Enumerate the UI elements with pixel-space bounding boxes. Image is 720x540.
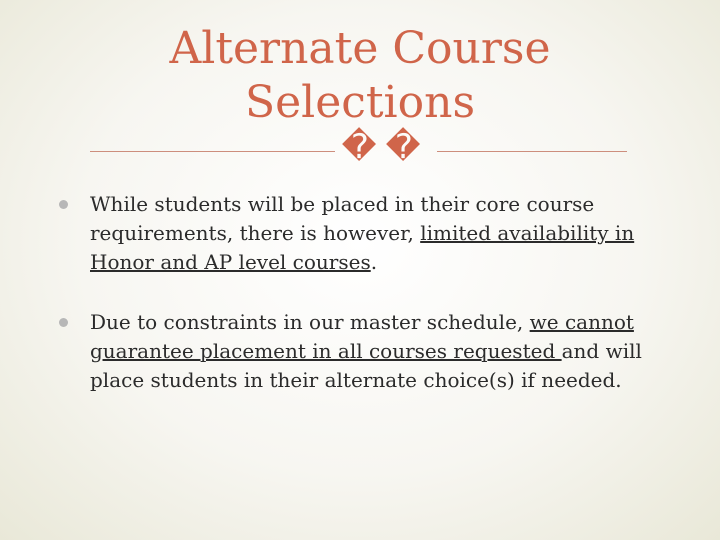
replacement-glyph-icon: � (341, 127, 377, 167)
title-line-2: Selections (244, 77, 476, 128)
bullet-list (48, 190, 668, 395)
slide-title (100, 22, 620, 130)
title-divider-left-short (90, 151, 140, 152)
bullet-underlined-text: limited availability in Honor and AP level courses (90, 221, 635, 274)
bullet-text: Due to constraints in our master schedule, (90, 310, 530, 334)
bullet-text: While students will be placed in their core course requirements, there is however, (90, 192, 595, 245)
bullet-dot-icon (59, 318, 68, 327)
title-line-1: Alternate Course (169, 23, 551, 74)
bullet-text-end: and will place students in their alternate choice(s) if needed. (90, 339, 642, 392)
bullet-item (48, 308, 668, 395)
title-ornament (340, 127, 434, 167)
bullet-text-end: . (370, 250, 378, 274)
bullet-dot-icon (59, 200, 68, 209)
replacement-glyph-icon: � (385, 127, 421, 167)
bullet-underlined-text: we cannot guarantee placement in all courses requested (90, 310, 634, 363)
title-divider-left (140, 151, 335, 152)
title-divider-right (437, 151, 627, 152)
bullet-item (48, 190, 668, 277)
